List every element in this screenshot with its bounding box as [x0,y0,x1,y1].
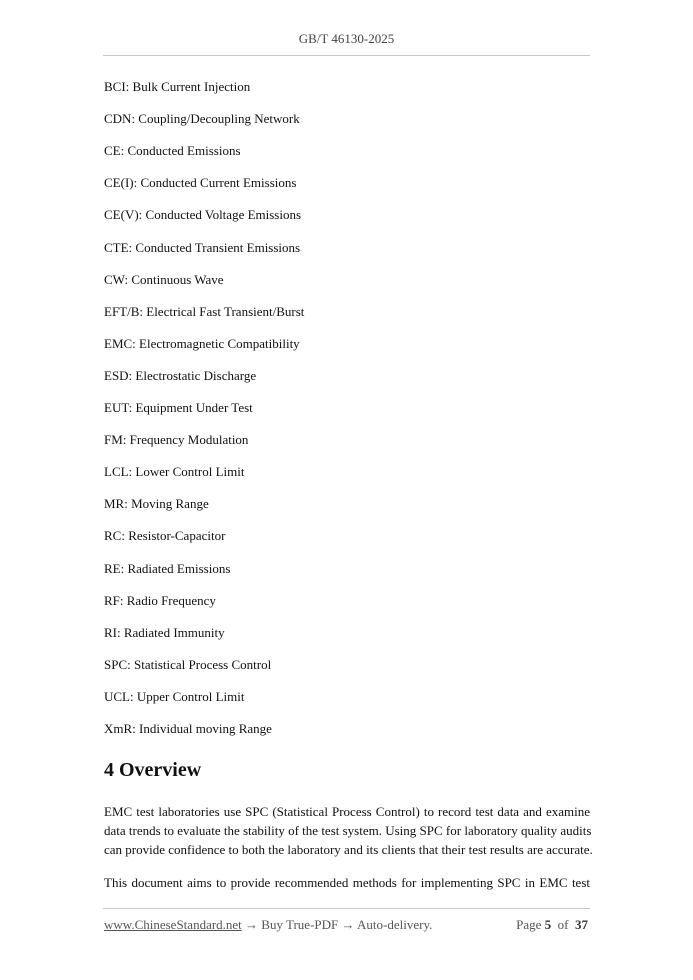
abbreviation-item: RE: Radiated Emissions [104,560,231,576]
abbreviation-item: ESD: Electrostatic Discharge [104,367,257,383]
footer-divider [103,908,590,909]
abbreviation-item: CTE: Conducted Transient Emissions [104,239,301,255]
page-label: Page [516,917,542,932]
overview-paragraph-1 [104,802,593,859]
paragraph-line: This document aims to provide recommended methods for implementing SPC in EMC test [104,875,590,890]
of-label: of [557,917,569,932]
abbreviation-item: EMC: Electromagnetic Compatibility [104,335,300,351]
paragraph-line: can provide confidence to both the laboratory and its clients that their test results are accurate. [104,842,593,857]
page-number [516,917,588,933]
paragraph-line: EMC test laboratories use SPC (Statistical Process Control) to record test data and examine [104,804,590,819]
abbreviation-item: RC: Resistor-Capacitor [104,528,226,544]
abbreviation-item: CE(V): Conducted Voltage Emissions [104,207,302,223]
paragraph-line: data trends to evaluate the stability of the test system. Using SPC for laboratory quality audits [104,823,592,838]
abbreviation-item: CE: Conducted Emissions [104,143,241,159]
footer-promo [104,917,432,933]
abbreviation-item: BCI: Bulk Current Injection [104,79,251,94]
abbreviation-item: EUT: Equipment Under Test [104,400,253,415]
website-link[interactable]: www.ChineseStandard.net [104,917,242,932]
abbreviation-item: RI: Radiated Immunity [104,624,225,640]
abbreviation-item: XmR: Individual moving Range [104,721,272,736]
abbreviation-item: SPC: Statistical Process Control [104,656,272,672]
abbreviation-item: EFT/B: Electrical Fast Transient/Burst [104,303,305,319]
abbreviation-item: LCL: Lower Control Limit [104,464,245,480]
overview-paragraph-2 [104,873,590,892]
abbreviation-item: CW: Continuous Wave [104,271,224,287]
section-heading: 4 Overview [104,759,202,781]
abbreviation-item: FM: Frequency Modulation [104,432,249,448]
abbreviation-item: RF: Radio Frequency [104,592,216,608]
total-pages: 37 [575,917,588,932]
abbreviation-item: CDN: Coupling/Decoupling Network [104,111,300,127]
abbreviation-item: UCL: Upper Control Limit [104,688,245,704]
page-footer [104,917,588,933]
abbreviation-item: CE(I): Conducted Current Emissions [104,175,297,191]
footer-promo-text: → Buy True-PDF → Auto-delivery. [241,917,433,932]
document-header: GB/T 46130-2025 [298,31,395,46]
current-page: 5 [544,917,552,932]
abbreviation-item: MR: Moving Range [104,496,209,512]
header-divider [103,55,590,56]
